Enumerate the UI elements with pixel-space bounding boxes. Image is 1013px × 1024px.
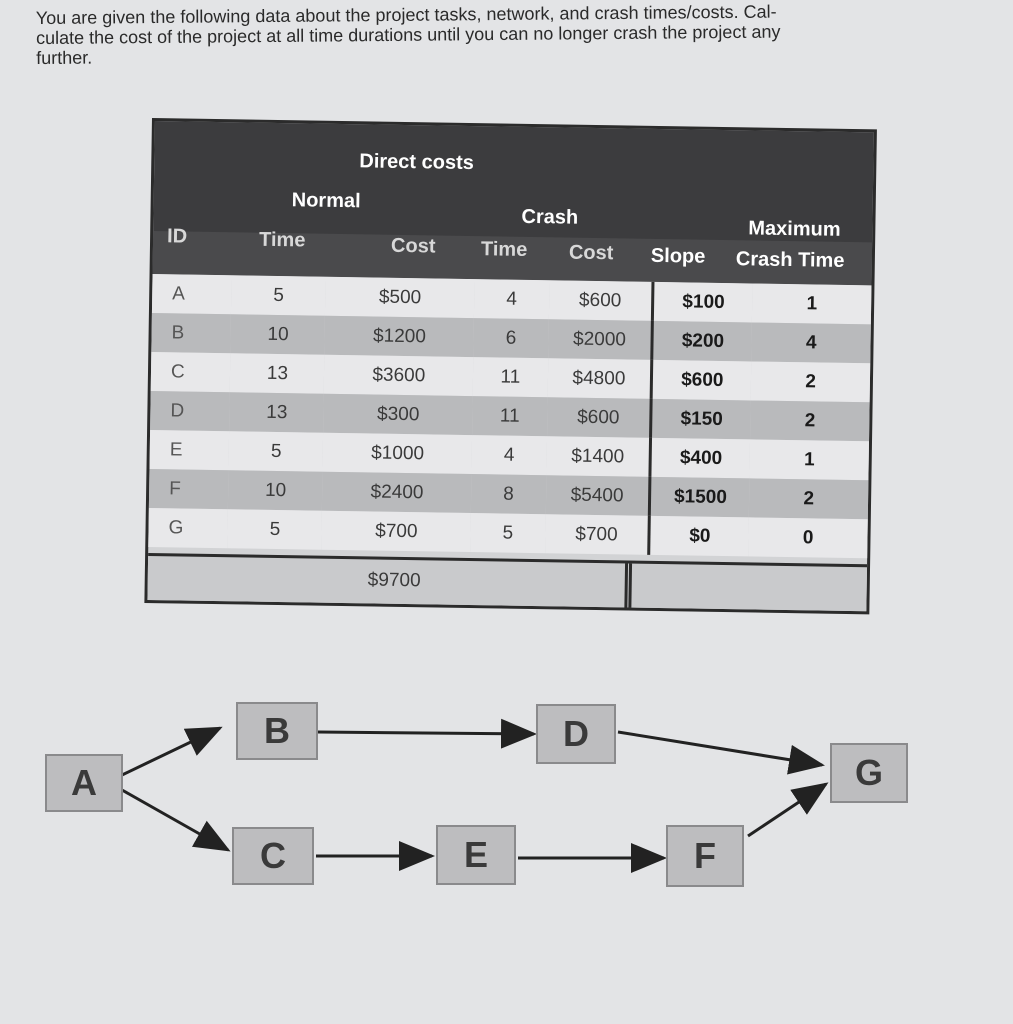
project-network xyxy=(0,660,1013,920)
normal-cost: $700 xyxy=(322,511,471,552)
crash-cost: $4800 xyxy=(547,358,652,399)
header-crash: Crash xyxy=(521,205,579,229)
crash-cost: $600 xyxy=(548,280,653,321)
slope: $0 xyxy=(649,516,749,557)
header-normal-time: Time xyxy=(258,228,306,252)
total-normal-cost: $9700 xyxy=(367,569,421,592)
normal-cost: $1000 xyxy=(323,433,472,474)
max-crash-time: 1 xyxy=(750,439,869,480)
slope: $150 xyxy=(651,399,751,440)
arrow-a-c xyxy=(122,790,228,850)
normal-cost: $3600 xyxy=(324,355,473,396)
crash-time: 11 xyxy=(473,357,548,397)
max-crash-time: 2 xyxy=(749,478,868,519)
max-crash-time: 1 xyxy=(752,283,871,324)
max-crash-time: 4 xyxy=(752,322,871,363)
row-id: A xyxy=(152,274,232,314)
normal-cost: $500 xyxy=(325,277,474,318)
normal-time: 5 xyxy=(229,431,324,471)
problem-statement xyxy=(36,0,966,68)
arrow-f-g xyxy=(748,784,826,836)
slope: $200 xyxy=(652,321,752,362)
crash-cost: $2000 xyxy=(548,319,653,360)
crash-time: 4 xyxy=(472,435,547,475)
problem-line-1: You are given the following data about the project tasks, network, and crash times/costs. Cal- xyxy=(35,1,777,29)
crash-time: 6 xyxy=(474,318,549,358)
max-crash-time: 2 xyxy=(750,400,869,441)
arrow-d-g xyxy=(618,732,822,765)
normal-time: 5 xyxy=(228,509,323,549)
node-b: B xyxy=(236,702,318,760)
header-slope: Slope xyxy=(650,244,706,268)
normal-cost: $2400 xyxy=(322,472,471,513)
node-e: E xyxy=(436,825,516,885)
problem-line-3: further. xyxy=(36,47,93,69)
node-a: A xyxy=(45,754,123,812)
header-crash-time: Time xyxy=(480,238,528,261)
row-id: E xyxy=(149,430,229,470)
task-table xyxy=(148,274,871,558)
normal-cost: $1200 xyxy=(325,316,474,357)
crash-time: 11 xyxy=(472,396,547,436)
crash-cost-table xyxy=(144,118,877,614)
crash-cost: $600 xyxy=(547,397,652,438)
crash-cost: $700 xyxy=(545,514,650,555)
normal-cost: $300 xyxy=(324,394,473,435)
row-id: B xyxy=(151,313,231,353)
crash-cost: $1400 xyxy=(546,436,651,477)
row-id: G xyxy=(148,508,228,548)
max-crash-time: 0 xyxy=(749,517,868,558)
header-id: ID xyxy=(166,225,188,248)
normal-time: 5 xyxy=(231,275,326,315)
max-crash-time: 2 xyxy=(751,361,870,402)
header-normal: Normal xyxy=(291,189,361,213)
row-id: D xyxy=(150,391,230,431)
arrow-a-b xyxy=(122,728,220,775)
slope: $1500 xyxy=(650,477,750,518)
row-id: F xyxy=(149,469,229,509)
slope: $600 xyxy=(652,360,752,401)
row-id: C xyxy=(151,352,231,392)
header-crash-time-max: Crash Time xyxy=(735,248,845,272)
header-crash-cost: Cost xyxy=(568,241,614,265)
node-c: C xyxy=(232,827,314,885)
header-maximum: Maximum xyxy=(748,217,841,241)
crash-time: 4 xyxy=(474,279,549,319)
normal-time: 10 xyxy=(228,470,323,510)
crash-time: 5 xyxy=(470,513,545,553)
slope: $100 xyxy=(653,282,753,323)
total-row xyxy=(147,553,867,611)
arrow-b-d xyxy=(318,732,534,734)
normal-time: 13 xyxy=(230,392,325,432)
normal-time: 13 xyxy=(230,353,325,393)
table-header xyxy=(153,121,874,285)
crash-time: 8 xyxy=(471,474,546,514)
slope: $400 xyxy=(650,438,750,479)
node-d: D xyxy=(536,704,616,764)
header-normal-cost: Cost xyxy=(390,234,436,258)
node-f: F xyxy=(666,825,744,887)
header-direct-costs: Direct costs xyxy=(359,150,475,175)
normal-time: 10 xyxy=(231,314,326,354)
crash-cost: $5400 xyxy=(545,475,650,516)
problem-line-2: culate the cost of the project at all time durations until you can no longer crash the project any xyxy=(35,21,781,49)
node-g: G xyxy=(830,743,908,803)
